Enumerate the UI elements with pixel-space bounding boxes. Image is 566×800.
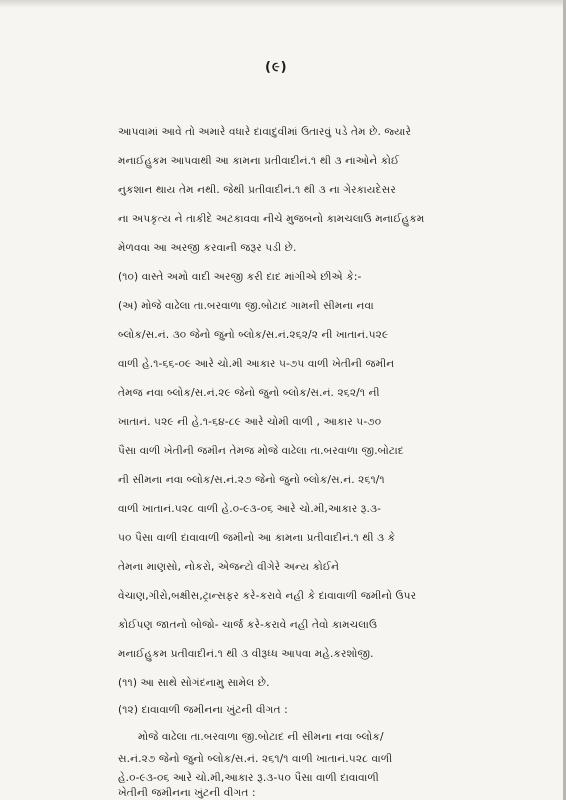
section-11-heading: (૧૧) આ સાથે સોગંદનામુ સામેલ છે.: [118, 677, 270, 689]
paragraph-line: વાળી ખાતાનં.૫૨૮ વાળી હે.૦-૯૩-૦૬ આરે ચો.મી,આકાર રૂ.૩-: [118, 503, 382, 515]
page-number: (૯): [265, 60, 288, 75]
paragraph-line: હે.૦-૯૩-૦૬ આરે ચો.મી,આકાર રૂ.૩-૫૦ પૈસા વાળી દાવાવાળી: [118, 772, 379, 784]
paragraph-line: વેચાણ,ગીરો,બક્ષીસ,ટ્રાન્સફર કરે-કરાવે નહી કે દાવાવાળી જમીનો ઉપર: [118, 590, 417, 602]
paragraph-line: વાળી હે.૧-૬૬-૦૯ આરે ચો.મી આકાર ૫-૭૫ વાળી ખેતીની જમીન: [118, 358, 395, 370]
paragraph-line: મનાઈહુકમ આપવાથી આ કામના પ્રતીવાદીનં.૧ થી ૩ નાઓને કોઈ: [118, 155, 400, 167]
paragraph-line: મોજે વાઢેલા તા.બરવાળા જી.બોટાદ ની સીમના નવા બ્લોક/: [138, 731, 384, 743]
paragraph-line: ની સીમના નવા બ્લોક/સ.નં.૨૭ જેનો જુનો બ્લોક/સ.નં. ૨૬૧/૧: [118, 474, 385, 486]
paragraph-line: તેમજ નવા બ્લોક/સ.નં.૨૯ જેનો જુનો બ્લોક/સ.નં. ૨૬૨/૧ ની: [118, 387, 380, 399]
paragraph-line: ના અપકૃત્ય ને તાકીદે અટકાવવા નીચે મુજબનો કામચલાઉ મનાઈહુકમ: [118, 213, 425, 225]
paragraph-line: સ.નં.૨૭ જેનો જુનો બ્લોક/સ.નં. ૨૬૧/૧ વાળી ખાતાનં.૫૨૮ વાળી: [118, 753, 393, 765]
paragraph-line: ખેતીની જમીનના ખુંટની વીગત :: [118, 787, 256, 799]
paragraph-line: પૈસા વાળી ખેતીની જમીન તેમજ મોજે વાઢેલા તા.બરવાળા જી.બોટાદ: [118, 445, 404, 457]
paragraph-line: નુકશાન થાય તેમ નથી. જેથી પ્રતીવાદીનં.૧ થી ૩ ના ગેરકાયદેસર: [118, 184, 396, 196]
paragraph-line: બ્લોક/સ.નં. ૩૦ જેનો જુનો બ્લોક/સ.નં.૨૬૨/૨ ની ખાતાનં.૫૨૯: [118, 329, 389, 341]
paragraph-line: કોઈપણ જાતનો બોજો- ચાર્જ કરે-કરાવે નહી તેવો કામચલાઉ: [118, 619, 378, 631]
section-12-heading: (૧૨) દાવાવાળી જમીનના ખુંટની વીગત :: [118, 704, 288, 716]
clause-a-line: (અ) મોજે વાઢેલા તા.બરવાળા જી.બોટાદ ગામની સીમના નવા: [118, 300, 374, 312]
paragraph-line: ૫૦ પૈસા વાળી દાવાવાળી જમીનો આ કામના પ્રતીવાદીનં.૧ થી ૩ કે: [118, 532, 396, 544]
paragraph-line: આપવામાં આવે તો અમારે વધારે દાવાદુવીમાં ઉતારવું પડે તેમ છે. જ્યારે: [118, 126, 412, 138]
paragraph-line: મેળવવા આ અરજી કરવાની જરૂર પડી છે.: [118, 242, 297, 254]
paragraph-line: ખાતાનં. ૫૨૯ ની હે.૧-૬૪-૮૯ આરે ચોમી વાળી , આકાર ૫-૭૦: [118, 416, 382, 428]
paragraph-line: તેમના માણસો, નોકરો, એજન્ટો વીગેરે અન્ય કોઈને: [118, 561, 340, 573]
paragraph-line: મનાઈહુકમ પ્રતીવાદીનં.૧ થી ૩ વીરૂધ્ધ આપવા મહે.કરશોજી.: [118, 648, 374, 660]
scan-shadow-top: [0, 0, 566, 8]
section-10-heading: (૧૦) વાસ્તે અમો વાદી અરજી કરી દાદ માંગીએ છીએ કે:-: [118, 271, 362, 283]
